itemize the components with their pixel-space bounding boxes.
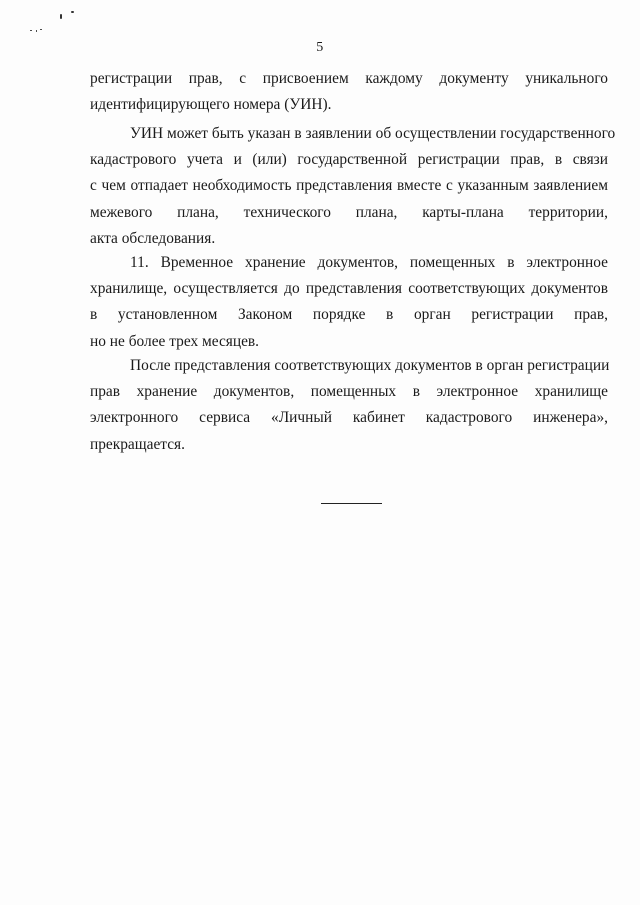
text-line: прав хранение документов, помещенных в электронное хранилище — [90, 383, 608, 401]
scan-artifact — [30, 30, 32, 31]
text-line: идентифицирующего номера (УИН). — [90, 96, 332, 114]
text-line: акта обследования. — [90, 229, 216, 247]
text-line: хранилище, осуществляется до представления соответствующих документов — [90, 280, 608, 298]
text-line: регистрации прав, с присвоением каждому документу уникального — [90, 70, 608, 87]
paragraph-item-11 — [90, 250, 608, 355]
text-line: с чем отпадает необходимость представления вместе с указанным заявлением — [90, 177, 608, 195]
paragraph-1 — [90, 66, 608, 118]
page-number: 5 — [316, 40, 324, 55]
text-line: УИН может быть указан в заявлении об осуществлении государственного — [130, 125, 616, 142]
text-line: 11. Временное хранение документов, помещенных в электронное — [130, 254, 608, 271]
scan-artifact — [60, 14, 62, 19]
scan-artifact — [71, 11, 74, 13]
scan-artifact — [40, 29, 42, 30]
text-line: кадастрового учета и (или) государственной регистрации прав, в связи — [90, 151, 608, 169]
text-line: электронного сервиса «Личный кабинет кадастрового инженера», — [90, 409, 608, 427]
text-line: межевого плана, технического плана, карты-плана территории, — [90, 203, 608, 221]
text-line: После представления соответствующих документов в орган регистрации — [130, 357, 610, 374]
scan-artifact — [36, 30, 37, 32]
paragraph-4 — [90, 353, 608, 458]
closing-rule — [321, 503, 382, 504]
text-line: в установленном Законом порядке в орган регистрации прав, — [90, 306, 608, 324]
text-line: прекращается. — [90, 435, 185, 453]
text-line: но не более трех месяцев. — [90, 332, 260, 350]
paragraph-2 — [90, 121, 616, 252]
